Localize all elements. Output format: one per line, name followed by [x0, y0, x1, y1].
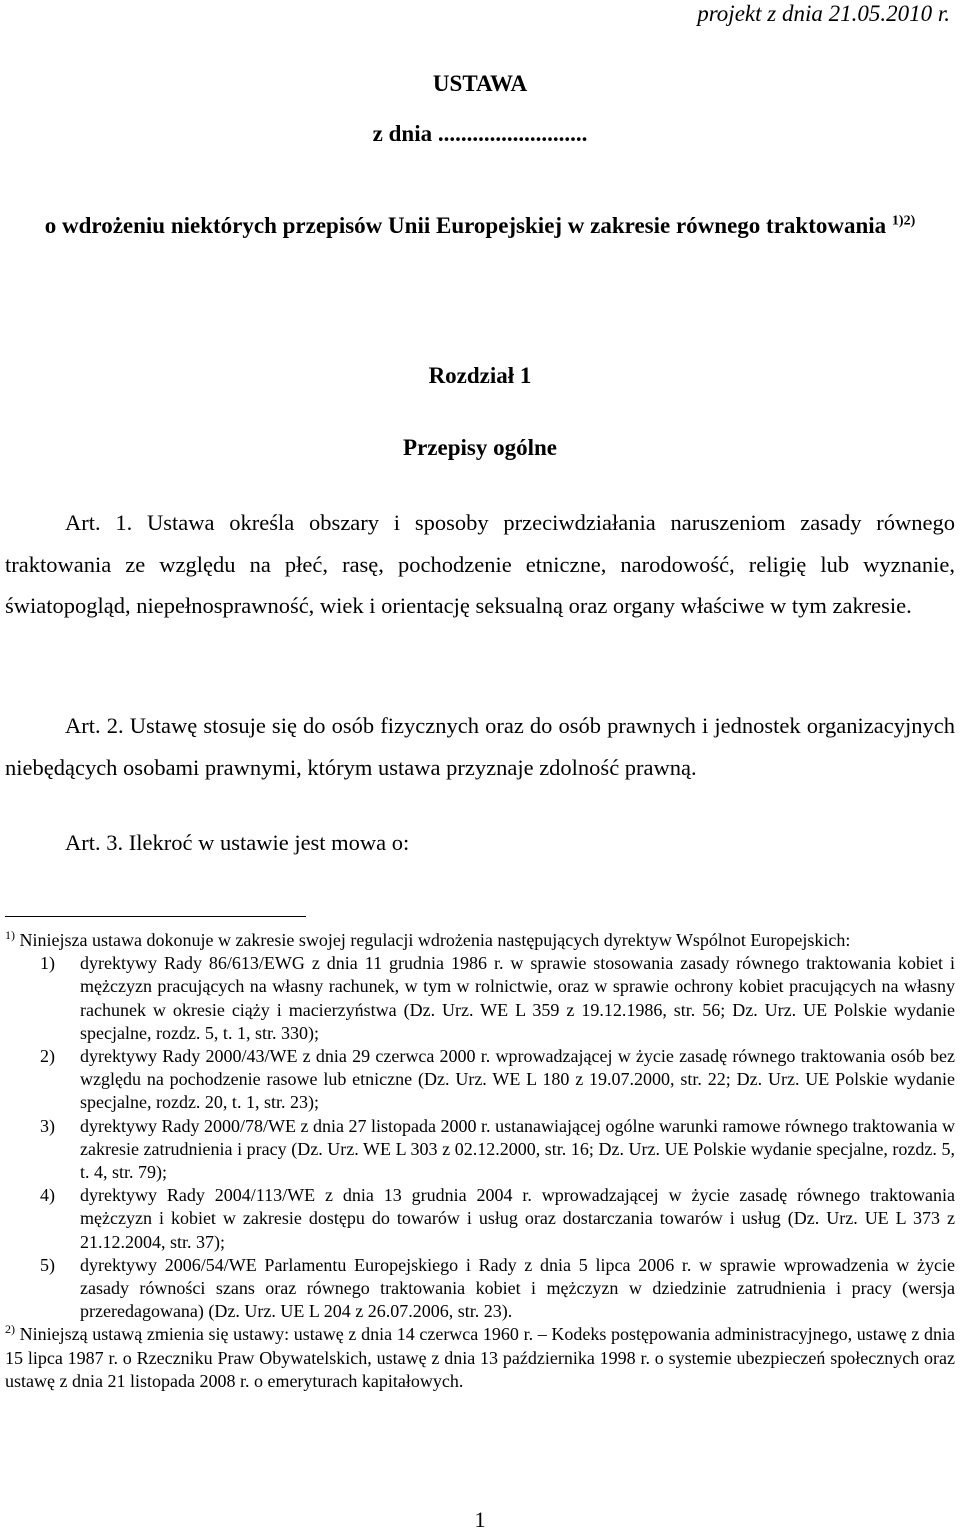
- footnote-1: [5, 929, 955, 952]
- list-item: [5, 1184, 955, 1254]
- article-text: Ilekroć w ustawie jest mowa o:: [123, 830, 410, 855]
- footnotes: [5, 929, 955, 1393]
- footnote-marker: 1): [5, 928, 15, 942]
- article-text: Ustawę stosuje się do osób fizycznych oraz do osób prawnych i jednostek organizacyjnych niebędących osobami prawnymi, którym ustawa przyznaje zdolność prawną.: [5, 713, 955, 780]
- act-date: z dnia ..........................: [372, 121, 588, 146]
- page-number: 1: [474, 1507, 486, 1532]
- article-label: Art. 1.: [65, 510, 133, 535]
- list-item-number: 4): [40, 1185, 55, 1206]
- footnote-text: Niniejszą ustawą zmienia się ustawy: ustawę z dnia 14 czerwca 1960 r. – Kodeks postępowania administracyjnego, ustawę z dnia 15 lipca 1987 r. o Rzeczniku Praw Obywatelskich, ustawę z dnia 13 października 1998 r. o systemie ubezpieczeń społecznych oraz ustawę z dnia 21 listopada 2008 r. o emeryturach kapitałowych.: [5, 1324, 955, 1391]
- act-subject-text: o wdrożeniu niektórych przepisów Unii Europejskiej w zakresie równego traktowania: [44, 213, 892, 238]
- footnote-separator: [5, 916, 306, 917]
- list-item-number: 5): [40, 1254, 55, 1275]
- article-2: [5, 705, 955, 788]
- directive-list: [5, 952, 955, 1323]
- act-title: USTAWA: [432, 71, 528, 96]
- list-item-text: dyrektywy Rady 2000/43/WE z dnia 29 czerwca 2000 r. wprowadzającej w życie zasadę równego traktowania osób bez względu na pochodzenie rasowe lub etniczne (Dz. Urz. WE L 180 z 19.07.2000, str. 22; Dz. Urz. UE Polskie wydanie specjalne, rozdz. 20, t. 1, str. 23);: [80, 1046, 955, 1113]
- list-item: [5, 1115, 955, 1185]
- chapter-subtitle: Przepisy ogólne: [403, 435, 557, 460]
- list-item-number: 2): [40, 1046, 55, 1067]
- article-1: [5, 502, 955, 627]
- list-item-number: 3): [40, 1115, 55, 1136]
- article-label: Art. 3.: [65, 830, 124, 855]
- chapter-title: Rozdział 1: [428, 363, 532, 388]
- footnote-marker: 2): [5, 1322, 15, 1337]
- article-3: [5, 822, 955, 864]
- draft-note: projekt z dnia 21.05.2010 r.: [697, 1, 950, 26]
- act-subject: [0, 212, 960, 240]
- list-item-text: dyrektywy Rady 2000/78/WE z dnia 27 listopada 2000 r. ustanawiającej ogólne warunki ramowe równego traktowania w zakresie zatrudnienia i pracy (Dz. Urz. WE L 303 z 02.12.2000, str. 16; Dz. Urz. UE Polskie wydanie specjalne, rozdz. 5, t. 4, str. 79);: [80, 1115, 955, 1183]
- list-item-text: dyrektywy 2006/54/WE Parlamentu Europejskiego i Rady z dnia 5 lipca 2006 r. w sprawie wprowadzenia w życie zasady równości szans oraz równego traktowania kobiet i mężczyzn w dziedzinie zatrudnienia i pracy (wersja przeredagowana) (Dz. Urz. UE L 204 z 26.07.2006, str. 23).: [80, 1254, 955, 1322]
- list-item-text: dyrektywy Rady 2004/113/WE z dnia 13 grudnia 2004 r. wprowadzającej w życie zasadę równego traktowania mężczyzn i kobiet w zakresie dostępu do towarów i usług oraz dostarczania towarów i usług (Dz. Urz. UE L 373 z 21.12.2004, str. 37);: [80, 1185, 955, 1252]
- article-text: Ustawa określa obszary i sposoby przeciwdziałania naruszeniom zasady równego traktowania ze względu na płeć, rasę, pochodzenie etniczne, narodowość, religię lub wyznanie, światopogląd, niepełnosprawność, wiek i orientację seksualną oraz organy właściwe w tym zakresie.: [5, 510, 955, 618]
- footnote-text: Niniejsza ustawa dokonuje w zakresie swojej regulacji wdrożenia następujących dyrektyw Wspólnot Europejskich:: [15, 930, 851, 950]
- list-item: [5, 1045, 955, 1115]
- list-item-number: 1): [40, 953, 55, 974]
- footnote-2: [5, 1323, 955, 1393]
- list-item: [5, 1254, 955, 1324]
- article-label: Art. 2.: [65, 713, 124, 738]
- list-item: [5, 952, 955, 1045]
- footnote-reference: 1)2): [891, 213, 916, 229]
- list-item-text: dyrektywy Rady 86/613/EWG z dnia 11 grudnia 1986 r. w sprawie stosowania zasady równego traktowania kobiet i mężczyzn pracujących na własny rachunek, w tym w rolnictwie, oraz w sprawie ochrony kobiet pracujących na własny rachunek w okresie ciąży i macierzyństwa (Dz. Urz. WE L 359 z 19.12.1986, str. 56; Dz. Urz. UE Polskie wydanie specjalne, rozdz. 5, t. 1, str. 330);: [80, 953, 955, 1043]
